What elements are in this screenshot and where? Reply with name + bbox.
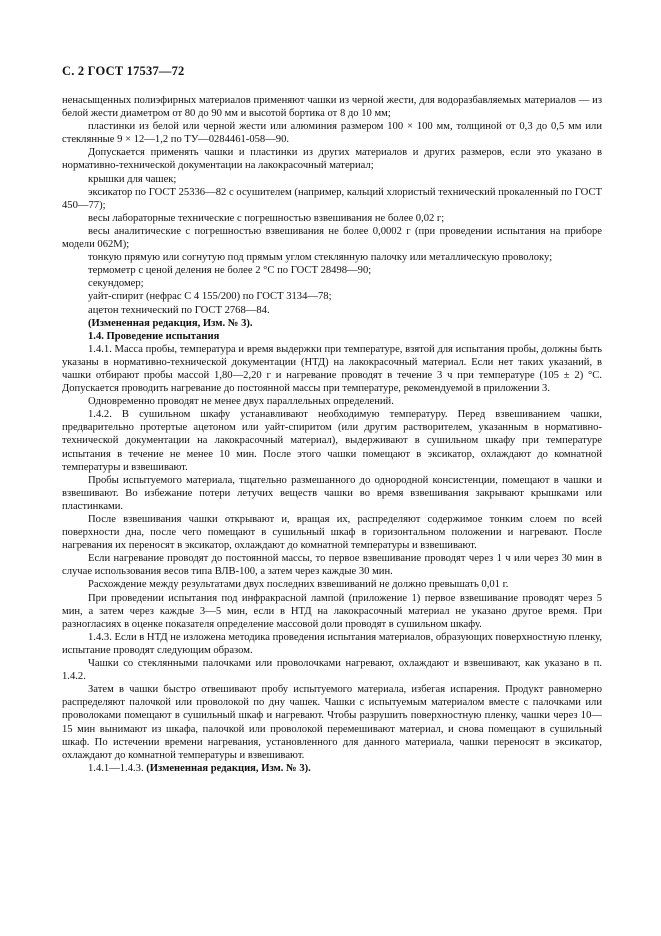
list-item-lab-scales: весы лабораторные технические с погрешностью взвешивания не более 0,02 г;	[88, 212, 445, 224]
list-item-glass-rod: тонкую прямую или согнутую под прямым углом стеклянную палочку или металлическую проволоку;	[88, 252, 553, 264]
page-header: С. 2 ГОСТ 17537—72	[62, 64, 185, 78]
paragraph-1-4-1: 1.4.1. Масса пробы, температура и время выдержки при температуре, взятой для испытания пробы, должны быть указаны в нормативно-технической документации (НТД) на лакокрасочный материал. Если нет таких указаний, в чашки отбирают пробы массой 1,80—2,20 г и нагревание проводят в течение 3 ч при температуре (105 ± 2) °С. Допускается проводить нагревание до постоянной массы при температуре, рекомендуемой в приложении 3.	[62, 343, 602, 395]
paragraph-discrepancy: Расхождение между результатами двух последних взвешиваний не должно превышать 0,01 г.	[88, 579, 509, 591]
list-item-stopwatch: секундомер;	[88, 278, 144, 290]
paragraph-plates: пластинки из белой или черной жести или алюминия размером 100 × 100 мм, толщиной от 0,3 до 0,5 мм или стеклянные 9 × 12—1,2 по ТУ—0284461-058—90.	[62, 121, 602, 146]
revision-note-final-bold: (Измененная редакция, Изм. № 3).	[146, 762, 311, 774]
paragraph-continuation: ненасыщенных полиэфирных материалов применяют чашки из черной жести, для водоразбавляемых материалов — из белой жести диаметром от 80 до 90 мм и высотой бортика от 8 до 10 мм;	[62, 95, 602, 120]
revision-note-final	[62, 762, 602, 775]
document-body	[62, 94, 602, 775]
list-item-desiccator: эксикатор по ГОСТ 25336—82 с осушителем (например, кальций хлористый технический прокаленный по ГОСТ 450—77);	[62, 186, 602, 211]
list-item-thermometer: термометр с ценой деления не более 2 °С по ГОСТ 28498—90;	[88, 265, 372, 277]
paragraph-constant-mass: Если нагревание проводят до постоянной массы, то первое взвешивание проводят через 1 ч или через 30 мин в случае использования весов типа ВЛВ-100, а затем через каждые 30 мин.	[62, 553, 602, 578]
list-item-analytical-scales: весы аналитические с погрешностью взвешивания не более 0,0002 г (при проведении испытания на приборе модели 062М);	[62, 225, 602, 251]
revision-note-final-prefix: 1.4.1—1.4.3.	[88, 762, 147, 774]
paragraph-samples: Пробы испытуемого материала, тщательно размешанного до однородной консистенции, помещают в чашки и взвешивают. Во избежание потери летучих веществ чашки во время взвешивания закрывают крышками или пластинками.	[62, 474, 602, 512]
section-heading-1-4: 1.4. Проведение испытания	[88, 330, 220, 342]
revision-note: (Измененная редакция, Изм. № 3).	[88, 317, 253, 329]
paragraph-infrared: При проведении испытания под инфракрасной лампой (приложение 1) первое взвешивание проводят через 5 мин, а затем через каждые 3—5 мин, если в НТД на лакокрасочный материал не указано другое время. При разногласиях в оценке показателя определение массовой доли проводят в сушильном шкафу.	[62, 592, 602, 630]
list-item-white-spirit: уайт-спирит (нефрас С 4 155/200) по ГОСТ 3134—78;	[88, 291, 332, 303]
paragraph-after-weighing: После взвешивания чашки открывают и, вращая их, распределяют содержимое тонким слоем по всей поверхности дна, после чего помещают в сушильный шкаф в горизонтальном положении и нагревают. После нагревания их переносят в эксикатор, охлаждают до комнатной температуры и взвешивают.	[62, 514, 602, 552]
paragraph-cups-rods: Чашки со стеклянными палочками или проволочками нагревают, охлаждают и взвешивают, как указано в п. 1.4.2.	[62, 658, 602, 683]
paragraph-1-4-2: 1.4.2. В сушильном шкафу устанавливают необходимую температуру. Перед взвешиванием чашки, предварительно протертые ацетоном или уайт-спиритом (или другим растворителем, указанным в нормативно-технической документации на лакокрасочный материал), выдерживают в сушильном шкафу при температуре испытания в течение не менее 10 мин. После этого чашки помещают в эксикатор, охлаждают до комнатной температуры и взвешивают.	[62, 409, 602, 473]
paragraph-procedure: Затем в чашки быстро отвешивают пробу испытуемого материала, избегая испарения. Продукт равномерно распределяют палочкой или проволокой по дну чашек. Чашки с испытуемым материалом вместе с палочками или проволоками помещают в сушильный шкаф и нагревают. Чтобы разрушить поверхностную пленку, чашки через 10—15 мин вынимают из шкафа, палочкой или проволокой перемешивают материал, и снова помещают в сушильный шкаф. По истечении времени нагревания, установленного для данного материала, чашки переносят в эксикатор, охлаждают до комнатной температуры и взвешивают.	[62, 684, 602, 761]
paragraph-parallel: Одновременно проводят не менее двух параллельных определений.	[88, 396, 394, 408]
paragraph-permitted: Допускается применять чашки и пластинки из других материалов и других размеров, если это указано в нормативно-технической документации на лакокрасочный материал;	[62, 147, 602, 172]
list-item-acetone: ацетон технический по ГОСТ 2768—84.	[88, 304, 270, 316]
paragraph-1-4-3: 1.4.3. Если в НТД не изложена методика проведения испытания материалов, образующих поверхностную пленку, испытание проводят следующим образом.	[62, 631, 602, 656]
list-item-lids: крышки для чашек;	[88, 173, 177, 185]
